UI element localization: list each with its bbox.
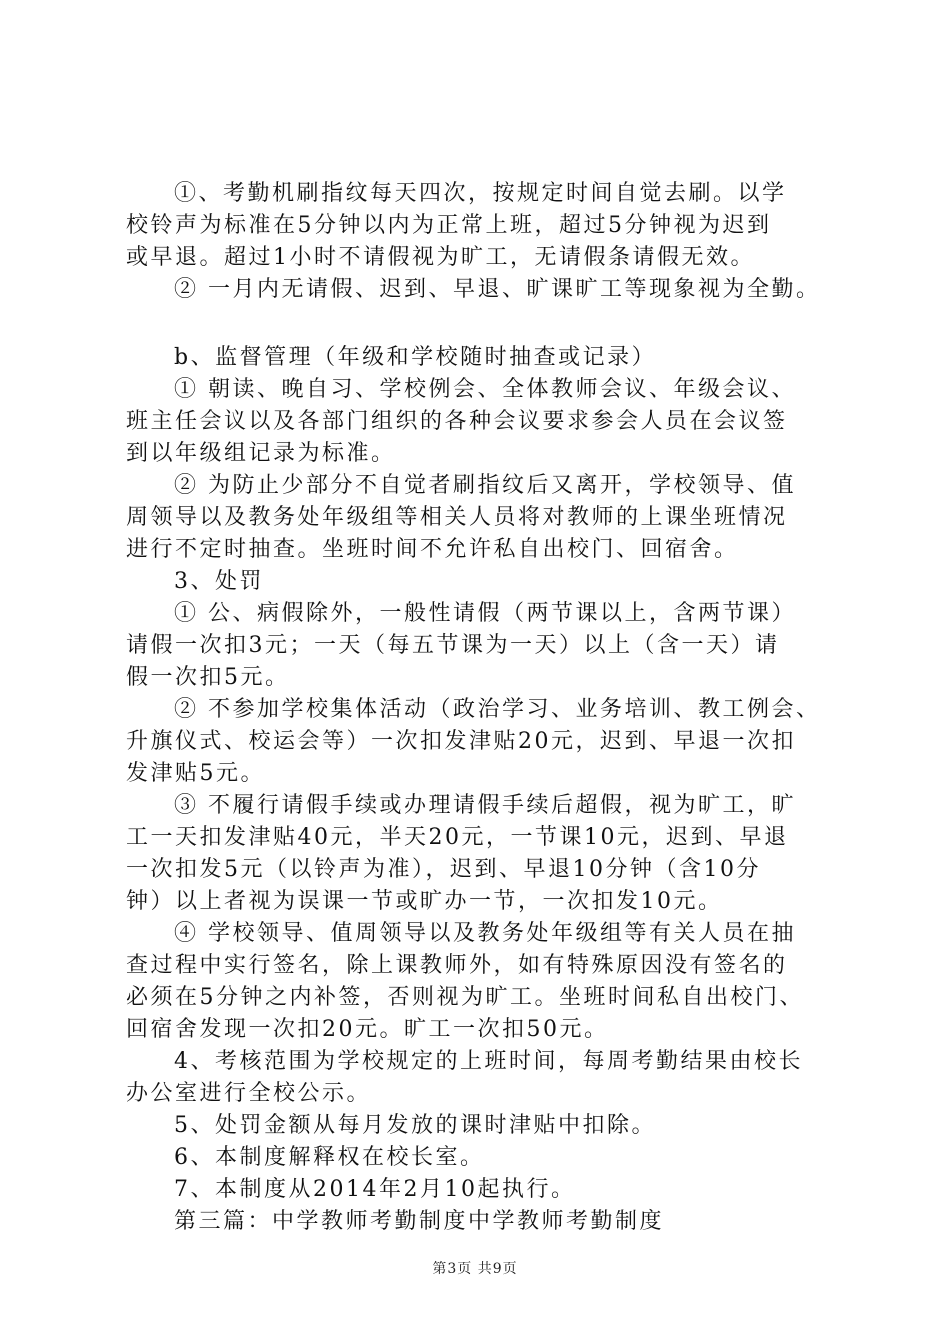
text-line: ①、考勤机刷指纹每天四次，按规定时间自觉去刷。以学 — [174, 181, 787, 206]
text-line: ① 公、病假除外，一般性请假（两节课以上，含两节课） — [174, 601, 796, 626]
text-line: 4、考核范围为学校规定的上班时间，每周考勤结果由校长 — [174, 1049, 803, 1074]
text-line: ④ 学校领导、值周领导以及教务处年级组等有关人员在抽 — [174, 921, 796, 946]
text-line: 回宿舍发现一次扣20元。旷工一次扣50元。 — [126, 1017, 609, 1042]
text-line: 请假一次扣3元；一天（每五节课为一天）以上（含一天）请 — [126, 633, 780, 658]
text-line: ② 不参加学校集体活动（政治学习、业务培训、教工例会、 — [174, 697, 821, 722]
section-heading: b、监督管理（年级和学校随时抽查或记录） — [174, 345, 657, 370]
section-title: 第三篇：中学教师考勤制度中学教师考勤制度 — [174, 1209, 665, 1234]
text-line: 钟）以上者视为误课一节或旷办一节，一次扣发10元。 — [126, 889, 723, 914]
text-line: 到以年级组记录为标准。 — [126, 441, 396, 466]
text-line: 5、处罚金额从每月发放的课时津贴中扣除。 — [174, 1113, 656, 1138]
text-line: 办公室进行全校公示。 — [126, 1081, 372, 1106]
text-line: 必须在5分钟之内补签，否则视为旷工。坐班时间私自出校门、 — [126, 985, 804, 1010]
text-line: 进行不定时抽查。坐班时间不允许私自出校门、回宿舍。 — [126, 537, 739, 562]
text-line: 发津贴5元。 — [126, 761, 265, 786]
section-heading: 3、处罚 — [174, 569, 264, 594]
text-line: 班主任会议以及各部门组织的各种会议要求参会人员在会议签 — [126, 409, 788, 434]
text-line: 6、本制度解释权在校长室。 — [174, 1145, 485, 1170]
text-line: ③ 不履行请假手续或办理请假手续后超假，视为旷工，旷 — [174, 793, 796, 818]
text-line: 查过程中实行签名，除上课教师外，如有特殊原因没有签名的 — [126, 953, 788, 978]
text-line: 升旗仪式、校运会等）一次扣发津贴20元，迟到、早退一次扣 — [126, 729, 796, 754]
text-line: 假一次扣5元。 — [126, 665, 290, 690]
text-line: 或早退。超过1小时不请假视为旷工，无请假条请假无效。 — [126, 245, 755, 270]
text-line: 一次扣发5元（以铃声为准），迟到、早退10分钟（含10分 — [126, 857, 761, 882]
page-footer: 第3页 共9页 — [432, 1261, 518, 1277]
document-body — [126, 178, 846, 1238]
paragraph-gap — [126, 306, 846, 342]
text-line: 校铃声为标准在5分钟以内为正常上班，超过5分钟视为迟到 — [126, 213, 772, 238]
text-line: 7、本制度从2014年2月10起执行。 — [174, 1177, 576, 1202]
text-line: ① 朝读、晚自习、学校例会、全体教师会议、年级会议、 — [174, 377, 796, 402]
text-line: ② 一月内无请假、迟到、早退、旷课旷工等现象视为全勤。 — [174, 277, 821, 302]
text-line: ② 为防止少部分不自觉者刷指纹后又离开，学校领导、值 — [174, 473, 796, 498]
text-line: 周领导以及教务处年级组等相关人员将对教师的上课坐班情况 — [126, 505, 788, 530]
text-line: 工一天扣发津贴40元，半天20元，一节课10元，迟到、早退 — [126, 825, 789, 850]
